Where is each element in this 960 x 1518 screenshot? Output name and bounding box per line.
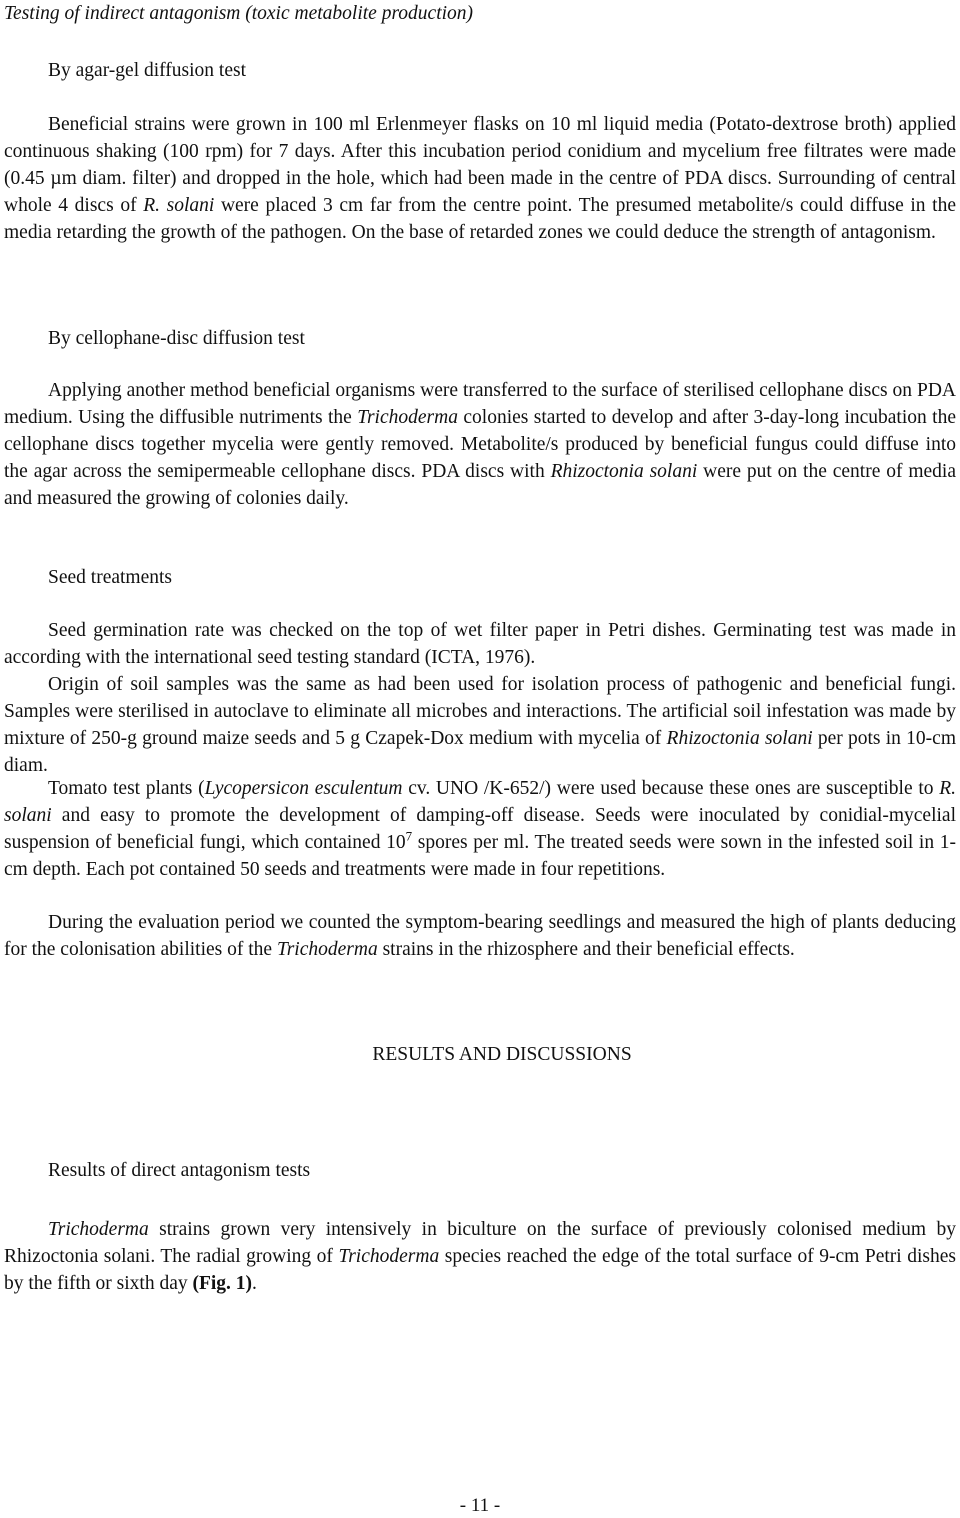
paragraph-cellophane <box>4 377 956 512</box>
section-heading-results: RESULTS AND DISCUSSIONS <box>372 1044 632 1065</box>
genus-name: Trichoderma <box>48 1219 149 1240</box>
text: were placed 3 cm far from the centre point. The presumed metabolite/s could diffuse in the media retarding the growth of the pathogen. On the base of retarded zones we could deduce the strength of antagonism. <box>4 195 956 243</box>
text: colonies started to develop and after 3-day-long incubation the cellophane discs together mycelia were gently removed. Metabolite/s produced by beneficial fungus could diffuse into the agar across the semipermeable cellophane discs. PDA discs with <box>4 407 956 482</box>
paragraph-evaluation <box>4 909 956 963</box>
paragraph-germination: Seed germination rate was checked on the top of wet filter paper in Petri dishes. Germinating test was made in according with the international seed testing standard (ICTA, 1976). <box>4 620 956 668</box>
text: strains grown very intensively in biculture on the surface of previously colonised medium by Rhizoctonia solani. The radial growing of <box>4 1219 956 1267</box>
figure-reference: (Fig. 1) <box>192 1273 253 1294</box>
species-name: R. solani <box>143 195 215 216</box>
subheading-agar-gel: By agar-gel diffusion test <box>48 60 246 81</box>
paragraph-direct-antagonism <box>4 1216 956 1297</box>
paragraph-agar-gel <box>4 111 956 246</box>
subheading-cellophane: By cellophane-disc diffusion test <box>48 328 305 349</box>
text: . <box>252 1273 257 1294</box>
exponent: 7 <box>405 828 413 844</box>
genus-name: Trichoderma <box>276 939 378 960</box>
paragraph-soil-samples <box>4 671 956 779</box>
species-name: Rhizoctonia solani <box>550 461 698 482</box>
text: species reached the edge of the total surface of 9-cm Petri dishes by the fifth or sixth day <box>4 1246 956 1294</box>
genus-name: Trichoderma <box>357 407 458 428</box>
subheading-direct-antagonism: Results of direct antagonism tests <box>48 1160 311 1181</box>
species-name: Lycopersicon esculentum <box>204 778 403 799</box>
genus-name: Trichoderma <box>338 1246 440 1267</box>
paragraph-tomato-plants <box>4 775 956 883</box>
text: were put on the centre of media and measured the growing of colonies daily. <box>4 461 956 509</box>
text: strains in the rhizosphere and their beneficial effects. <box>377 939 795 960</box>
subheading-seed-treatments: Seed treatments <box>48 567 172 588</box>
text: per pots in 10-cm diam. <box>4 728 956 776</box>
text: cv. UNO /K-652/) were used because these ones are susceptible to <box>402 778 940 799</box>
page-number: - 11 - <box>459 1495 501 1516</box>
text: Beneficial strains were grown in 100 ml Erlenmeyer flasks on 10 ml liquid media (Potato-dextrose broth) applied continuous shaking (100 rpm) for 7 days. After this incubation period conidium and mycelium free filtrates were made (0.45 µm diam. filter) and dropped in the hole, which had been made in the centre of PDA discs. Surrounding of central whole 4 discs of <box>4 114 956 216</box>
species-name: Rhizoctonia solani <box>666 728 813 749</box>
text: Tomato test plants ( <box>48 778 205 799</box>
species-name: R. solani <box>4 778 956 826</box>
text: Applying another method beneficial organisms were transferred to the surface of sterilised cellophane discs on PDA medium. Using the diffusible nutriments the <box>4 380 956 428</box>
text: and easy to promote the development of damping-off disease. Seeds were inoculated by conidial-mycelial suspension of beneficial fungi, which contained 10 <box>4 805 956 853</box>
text: spores per ml. The treated seeds were sown in the infested soil in 1-cm depth. Each pot contained 50 seeds and treatments were made in four repetitions. <box>4 832 956 880</box>
text: Origin of soil samples was the same as had been used for isolation process of pathogenic and beneficial fungi. Samples were sterilised in autoclave to eliminate all microbes and interactions. The artificial soil infestation was made by mixture of 250-g ground maize seeds and 5 g Czapek-Dox medium with mycelia of <box>4 674 956 749</box>
section-heading-indirect-antagonism: Testing of indirect antagonism (toxic metabolite production) <box>4 3 474 24</box>
text: During the evaluation period we counted the symptom-bearing seedlings and measured the high of plants deducing for the colonisation abilities of the <box>4 912 956 960</box>
